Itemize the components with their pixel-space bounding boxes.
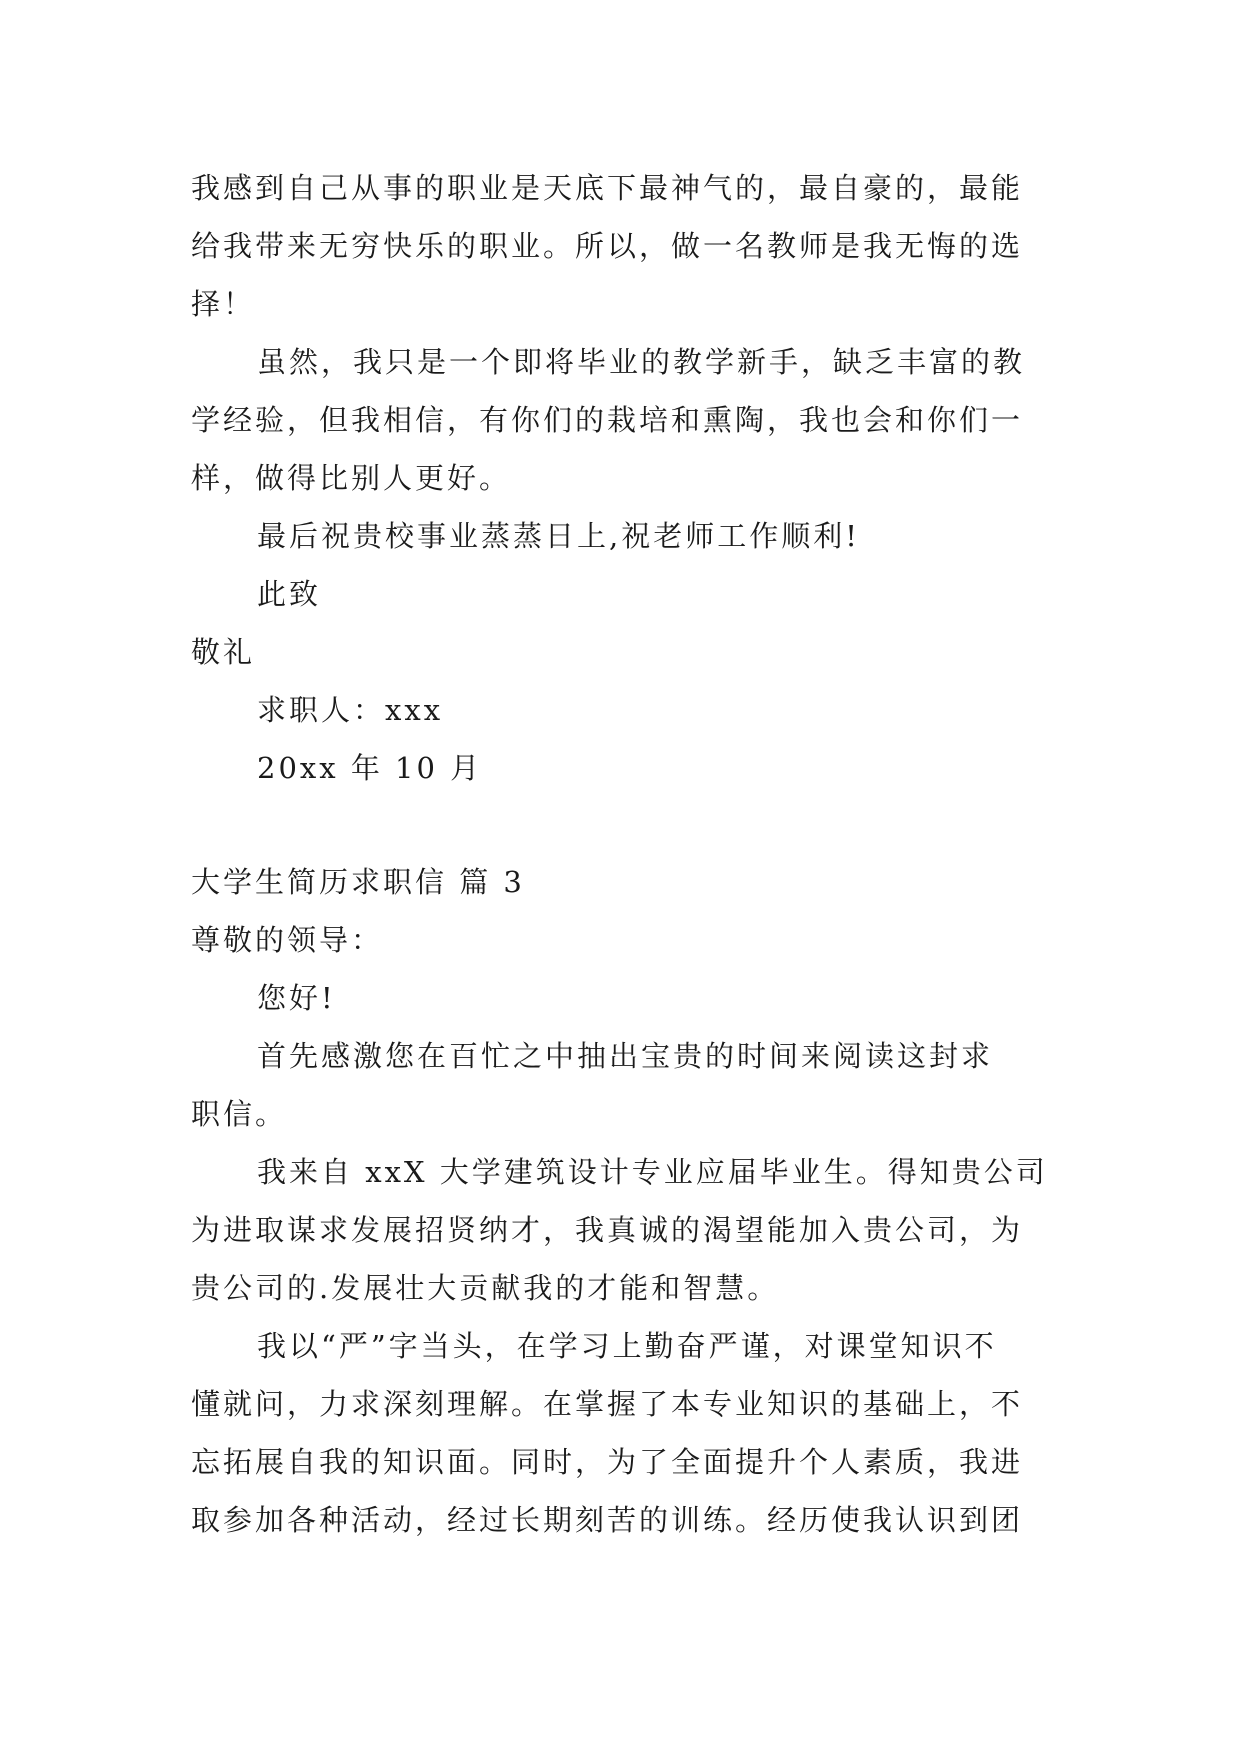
paragraph-line: 我感到自己从事的职业是天底下最神气的，最自豪的，最能 (191, 171, 1024, 205)
paragraph-line: 给我带来无穷快乐的职业。所以，做一名教师是我无悔的选 (191, 229, 1024, 263)
paragraph-line: 为进取谋求发展招贤纳才，我真诚的渴望能加入贵公司，为 (191, 1213, 1024, 1247)
paragraph-line: 懂就问，力求深刻理解。在掌握了本专业知识的基础上，不 (191, 1387, 1024, 1421)
paragraph-line: 贵公司的.发展壮大贡献我的才能和智慧。 (191, 1271, 780, 1305)
paragraph-line: 首先感激您在百忙之中抽出宝贵的时间来阅读这封求 (257, 1039, 994, 1073)
paragraph-line: 取参加各种活动，经过长期刻苦的训练。经历使我认识到团 (191, 1503, 1024, 1537)
paragraph-line: 我以“严”字当头，在学习上勤奋严谨，对课堂知识不 (257, 1329, 997, 1363)
paragraph-line: 忘拓展自我的知识面。同时，为了全面提升个人素质，我进 (191, 1445, 1024, 1479)
paragraph-line: 职信。 (191, 1097, 288, 1131)
paragraph-line: 我来自 xxX 大学建筑设计专业应届毕业生。得知贵公司 (257, 1155, 1048, 1189)
closing-line: 敬礼 (191, 635, 256, 669)
section-heading: 大学生简历求职信 篇 3 (191, 865, 525, 899)
paragraph-line: 最后祝贵校事业蒸蒸日上,祝老师工作顺利! (257, 519, 860, 553)
signature-line: 求职人：xxx (257, 693, 444, 727)
paragraph-line: 择！ (191, 287, 256, 321)
paragraph-line: 样，做得比别人更好。 (191, 461, 512, 495)
closing-line: 此致 (257, 577, 322, 611)
salutation: 尊敬的领导： (191, 923, 384, 957)
paragraph-line: 学经验，但我相信，有你们的栽培和熏陶，我也会和你们一 (191, 403, 1024, 437)
date-line: 20xx 年 10 月 (257, 751, 483, 785)
paragraph-line: 虽然，我只是一个即将毕业的教学新手，缺乏丰富的教 (257, 345, 1026, 379)
greeting: 您好! (257, 981, 336, 1015)
